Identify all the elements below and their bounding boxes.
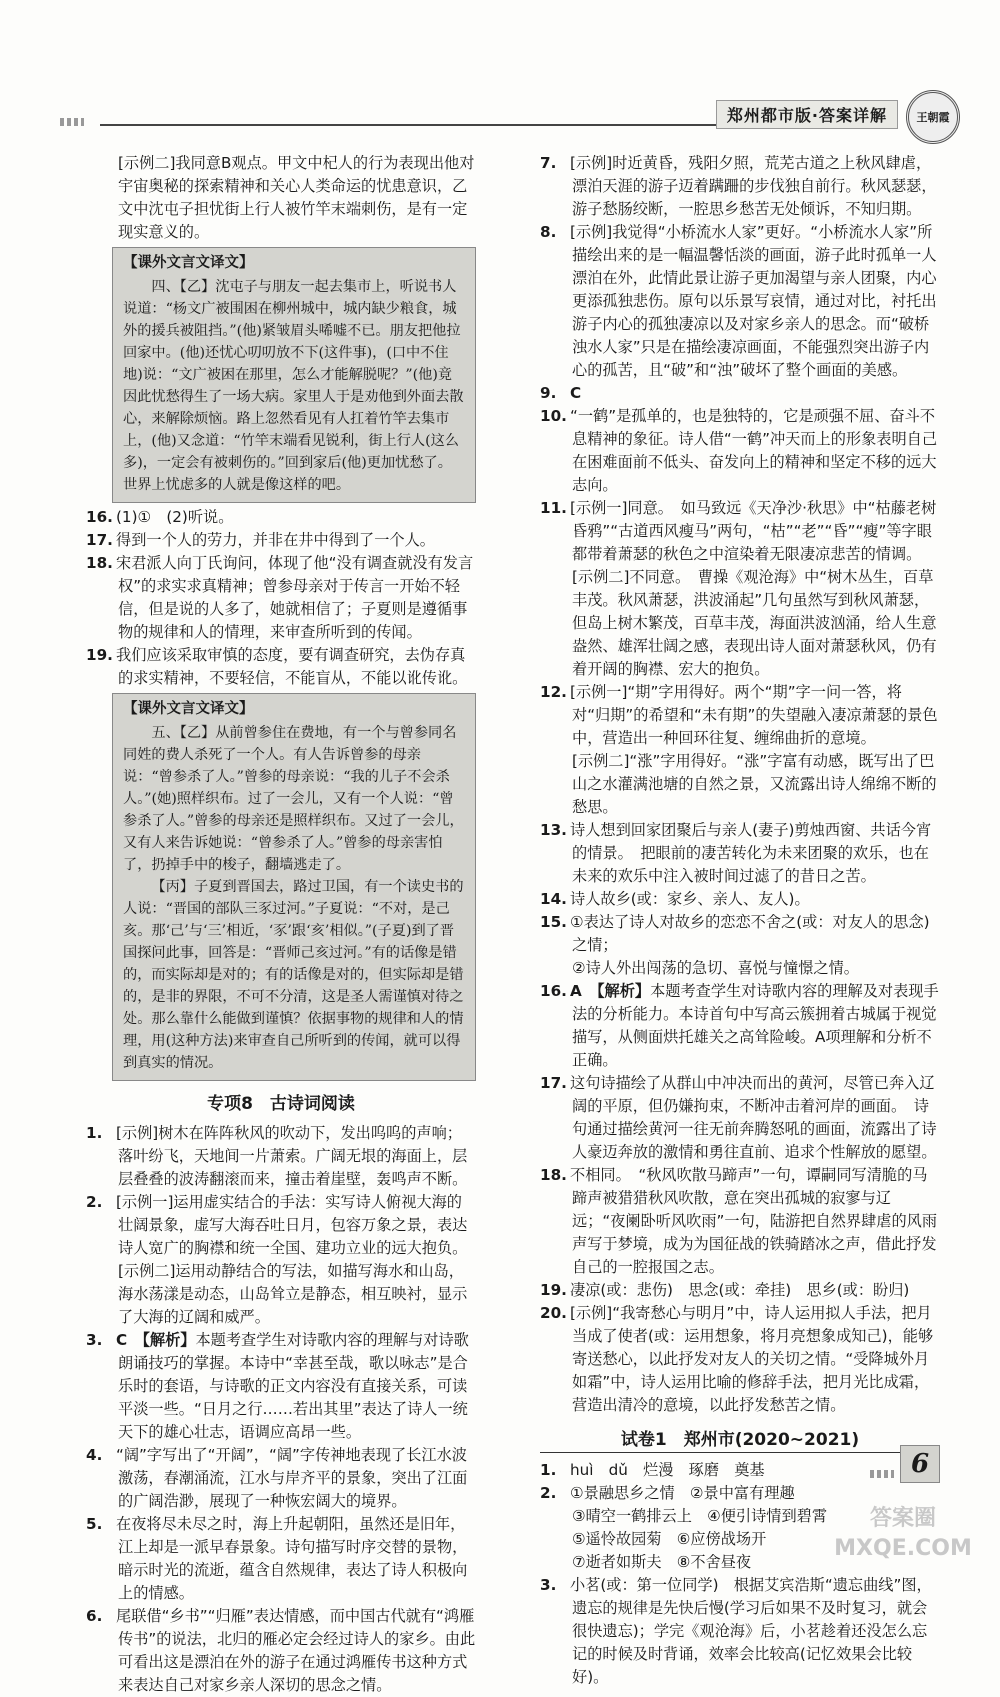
answer-number: 12. [540,683,567,701]
watermark-line-1: 答案圈 [869,1506,936,1531]
poetry-answer-2 [86,1191,476,1260]
answer-number: 3. [86,1331,103,1349]
exam-title: 试卷1 郑州市(2020~2021) [540,1429,940,1453]
exam-answer-2 [540,1482,940,1505]
watermark-line-2: MXQE.COM [834,1536,972,1561]
answer-18 [86,552,476,644]
exam-answer-2-line-4: ⑦逝者如斯夫 ⑧不舍昼夜 [572,1553,752,1571]
answer-number: 16. [540,982,567,1000]
answer-number: 1. [86,1124,103,1142]
translation-box-2 [112,693,476,1081]
poetry-answer-5 [86,1513,476,1605]
answer-text: 这句诗描绘了从群山中冲决而出的黄河，尽管已奔入辽阔的平原，但仍嫌拘束，不断冲击着河岸的画面。 诗句通过描绘黄河一往无前奔腾怒吼的画面，流露出了诗人豪迈奔放的激情和勇往直前、追求个性解放的愿望。 [570,1074,937,1161]
answer-text: 本题考查学生对诗歌内容的理解与对诗歌朗诵技巧的掌握。本诗中“幸甚至哉，歌以咏志”是合乐时的套语，与诗歌的正文内容没有直接关系，可读平淡一些。“日月之行……若出其里”表达了诗人一统天下的雄心壮志，语调应高昂一些。 [118,1331,469,1441]
poetry-answer-12-example-2: [示例二]“涨”字用得好。“涨”字富有动感，既写出了巴山之水灌满池塘的自然之景，又流露出诗人绵绵不断的愁思。 [572,752,937,816]
poetry-answer-8 [540,221,940,382]
answer-text: 小茗(或：第一位同学) 根据艾宾浩斯“遗忘曲线”图，遗忘的规律是先快后慢(学习后如果不及时复习，就会很快遗忘)；学完《观沧海》后，小茗趁着还没怎么忘记的时候及时背诵，效率会比较高(记忆效果会比较好)。 [570,1576,932,1686]
translation-box-title: 【课外文言文译文】 [123,701,254,717]
answer-number: 17. [86,531,113,549]
answer-text: ①景融思乡之情 ②景中富有理趣 [570,1484,795,1502]
answer-text: 尾联借“乡书”“归雁”表达情感，而中国古代就有“鸿雁传书”的说法，北归的雁必定会经过诗人的家乡。由此可看出这是漂泊在外的游子在通过鸿雁传书这种方式来表达自己对家乡亲人深切的思念之情。 [116,1607,476,1694]
answer-number: 17. [540,1074,567,1092]
header-title: 郑州都市版·答案详解 [716,100,898,129]
answer-text: [示例一]运用虚实结合的手法：实写诗人俯视大海的壮阔景象，虚写大海吞吐日月，包容万象之景，表达诗人宽广的胸襟和统一全国、建功立业的远大抱负。 [116,1193,468,1257]
poetry-answer-3 [86,1329,476,1444]
publisher-logo [906,90,960,144]
answer-17 [86,529,476,552]
answer-number: 16. [86,508,113,526]
poetry-answer-7 [540,152,940,221]
answer-number: 13. [540,821,567,839]
poetry-answer-13 [540,819,940,888]
answer-number: 5. [86,1515,103,1533]
answer-number: 7. [540,154,557,172]
answer-text: 我们应该采取审慎的态度，要有调查研究，去伪存真的求实精神，不要轻信，不能盲从，不能以讹传讹。 [116,646,468,687]
poetry-answer-16 [540,980,940,1072]
watermark [828,1504,978,1584]
answer-text: 得到一个人的劳力，并非在井中得到了一个人。 [116,531,435,549]
page-header [50,96,970,126]
answer-text: 诗人想到回家团聚后与亲人(妻子)剪烛西窗、共话今宵的情景。 把眼前的凄苦转化为未来团聚的欢乐，也在未来的欢乐中注入被时间过滤了的昔日之苦。 [570,821,932,885]
answer-number: 18. [540,1166,567,1184]
answer-label: C 【解析】 [116,1331,196,1349]
answer-text: [示例]时近黄昏，残阳夕照，荒芜古道之上秋风肆虐，漂泊天涯的游子迈着蹒跚的步伐独自前行。秋风瑟瑟，游子愁肠绞断，一腔思乡愁苦无处倾诉，不知归期。 [570,154,937,218]
translation-text: 五、【乙】从前曾参住在费地，有一个与曾参同名同姓的费人杀死了一个人。有人告诉曾参的母亲说：“曾参杀了人。”曾参的母亲说：“我的儿子不会杀人。”(她)照样织布。过了一会儿，又有一个人说：“曾参杀了人。”曾参的母亲还是照样织布。又过了一会儿，又有人来告诉她说：“曾参杀了人。”曾参的母亲害怕了，扔掉手中的梭子，翻墙逃走了。 [123,725,464,873]
answer-text: ①表达了诗人对故乡的恋恋不舍之(或：对友人的思念)之情； [570,913,930,954]
poetry-answer-14 [540,888,940,911]
answer-text: [示例]我觉得“小桥流水人家”更好。“小桥流水人家”所描绘出来的是一幅温馨恬淡的画面，游子此时孤单一人漂泊在外，此情此景让游子更加渴望与亲人团聚，内心更添孤独悲伤。原句以乐景写哀情，通过对比，衬托出游子内心的孤独凄凉以及对家乡亲人的思念。而“破桥浊水人家”只是在描绘凄凉画面，不能强烈突出游子内心的孤苦，且“破”和“浊”破坏了整个画面的美感。 [570,223,937,379]
poetry-answer-15 [540,911,940,957]
exam-answer-2-line-3: ⑤遥怜故园菊 ⑥应傍战场开 [572,1530,767,1548]
answer-text: 诗人故乡(或：家乡、亲人、友人)。 [570,890,810,908]
exam-answer-2-line-2: ③晴空一鹤排云上 ④便引诗情到碧霄 [572,1507,828,1525]
answer-number: 1. [540,1461,557,1479]
translation-text: 四、【乙】沈屯子与朋友一起去集市上，听说书人说道：“杨文广被围困在柳州城中，城内缺少粮食，城外的援兵被阻挡。”(他)紧皱眉头唏嘘不已。朋友把他拉回家中。(他)还忧心叨叨放不下(这件事)，(口中不住地)说：“文广被困在那里，怎么才能解脱呢？”(他)竟因此忧愁得生了一场大病。家里人于是劝他到外面去散心，来解除烦恼。路上忽然看见有人扛着竹竿去集市上，(他)又念道：“竹竿末端看见锐利，街上行人(这么多)，一定会有被刺伤的。”回到家后(他)更加忧愁了。世界上忧虑多的人就是像这样的吧。 [123,279,464,493]
answer-number: 2. [540,1484,557,1502]
answer-19 [86,644,476,690]
poetry-answer-10 [540,405,940,497]
answer-number: 9. [540,384,557,402]
answer-number: 8. [540,223,557,241]
answer-number: 6. [86,1607,103,1625]
answer-text: 凄凉(或：悲伤) 思念(或：牵挂) 思乡(或：盼归) [570,1281,910,1299]
answer-number: 2. [86,1193,103,1211]
exam-answer-3 [540,1574,940,1689]
poetry-answer-11 [540,497,940,566]
poetry-answer-4 [86,1444,476,1513]
answer-number: 19. [540,1281,567,1299]
section-title: 专项8 古诗词阅读 [207,1094,355,1114]
answer-example-2: [示例二]我同意B观点。甲文中杞人的行为表现出他对宇宙奥秘的探索精神和关心人类命运的忧患意识，乙文中沈屯子担忧街上行人被竹竿末端刺伤，是有一定现实意义的。 [118,154,475,241]
answer-text: [示例一]同意。 如马致远《天净沙·秋思》中“枯藤老树昏鸦”“古道西风瘦马”两句，“枯”“老”“昏”“瘦”等字眼都带着萧瑟的秋色之中渲染着无限凄凉悲苦的情调。 [570,499,937,563]
answer-text: 在夜将尽未尽之时，海上升起朝阳，虽然还是旧年，江上却是一派早春景象。诗句描写时序交替的景物，暗示时光的流逝，蕴含自然规律，表达了诗人积极向上的情感。 [116,1515,468,1602]
poetry-answer-1 [86,1122,476,1191]
poetry-answer-12 [540,681,940,750]
poetry-answer-2-example-2: [示例二]运用动静结合的写法，如描写海水和山岛，海水荡漾是动态，山岛耸立是静态，相互映衬，显示了大海的辽阔和威严。 [118,1262,468,1326]
answer-text: 本题考查学生对诗歌内容的理解及对表现手法的分析能力。本诗首句中写高云簇拥着古城属于视觉描写，从侧面烘托雄关之高耸险峻。A项理解和分析不正确。 [572,982,939,1069]
translation-box-title: 【课外文言文译文】 [123,255,254,271]
answer-number: 20. [540,1304,567,1322]
answer-text: [示例一]“期”字用得好。两个“期”字一问一答，将对“归期”的希望和“未有期”的失望融入凄凉萧瑟的景色中，营造出一种回环往复、缠绵曲折的意境。 [570,683,938,747]
poetry-answer-17 [540,1072,940,1164]
poetry-answer-19 [540,1279,940,1302]
left-column [86,152,476,1697]
answer-text: [示例]“我寄愁心与明月”中，诗人运用拟人手法，把月当成了使者(或：运用想象，将月亮想象成知己)，能够寄送愁心，以此抒发对友人的关切之情。“受降城外月如霜”中，诗人运用比喻的修辞手法，把月光比成霜，营造出清冷的意境，以此抒发愁苦之情。 [570,1304,934,1414]
poetry-answer-9 [540,382,940,405]
poetry-answer-20 [540,1302,940,1417]
poetry-answer-11-example-2: [示例二]不同意。 曹操《观沧海》中“树木丛生，百草丰茂。秋风萧瑟，洪波涌起”几句虽然写到秋风萧瑟，但岛上树木繁茂，百草丰茂，海面洪波汹涌，给人生意盎然、雄浑壮阔之感，表现出诗人面对萧瑟秋风，仍有着开阔的胸襟、宏大的抱负。 [572,568,937,678]
answer-number: 10. [540,407,567,425]
footer-dots [870,1470,894,1478]
header-dots [60,118,84,126]
poetry-answer-15-part-2: ②诗人外出闯荡的急切、喜悦与憧憬之情。 [572,959,859,977]
answer-number: 11. [540,499,567,517]
answer-number: 19. [86,646,113,664]
right-column [540,152,940,1689]
answer-label: A 【解析】 [570,982,651,1000]
answer-number: 3. [540,1576,557,1594]
poetry-answer-6 [86,1605,476,1697]
answer-number: 15. [540,913,567,931]
answer-text: [示例]树木在阵阵秋风的吹动下，发出呜呜的声响；落叶纷飞，天地间一片萧索。广阔无垠的海面上，层层叠叠的波涛翻滚而来，撞击着崖壁，轰鸣声不断。 [116,1124,468,1188]
poetry-answer-18 [540,1164,940,1279]
logo-text: 王朝霞 [916,111,950,124]
translation-box-1 [112,247,476,503]
answer-text: (1)① (2)听说。 [116,508,234,526]
translation-text: 【丙】子夏到晋国去，路过卫国，有一个读史书的人说：“晋国的部队三豕过河。”子夏说：“不对，是己亥。那‘己’与‘三’相近，‘豕’跟‘亥’相似。”(子夏)到了晋国探问此事，回答是：“晋师己亥过河。”有的话像是错的，而实际却是对的；有的话像是对的，但实际却是错的，是非的界限，不可不分清，这是圣人需谨慎对待之处。那么靠什么能做到谨慎？依据事物的规律和人的情理，用(这种方法)来审查自己所听到的传闻，就可以得到真实的情况。 [123,879,464,1071]
answer-text: “一鹤”是孤单的，也是独特的，它是顽强不屈、奋斗不息精神的象征。诗人借“一鹤”冲天而上的形象表明自己在困难面前不低头、奋发向上的精神和坚定不移的远大志向。 [570,407,938,494]
answer-number: 18. [86,554,113,572]
answer-text: 宋君派人向丁氏询问，体现了他“没有调查就没有发言权”的求实求真精神；曾参母亲对于传言一开始不轻信，但是说的人多了，她就相信了；子夏则是遵循事物的规律和人的情理，来审查所听到的传闻。 [116,554,474,641]
answer-text: 不相同。 “秋风吹散马蹄声”一句，谭嗣同写清脆的马蹄声被猎猎秋风吹散，意在突出孤城的寂寥与辽远；“夜阑卧听风吹雨”一句，陆游把自然界肆虐的风雨声写于梦境，成为为国征战的铁骑踏冰之声，借此抒发自己的一腔报国之志。 [570,1166,938,1276]
answer-text: C [570,384,582,402]
answer-16 [86,506,476,529]
answer-number: 14. [540,890,567,908]
answer-text: huì dǔ 烂漫 琢磨 奠基 [570,1461,765,1479]
answer-text: “阔”字写出了“开阔”，“阔”字传神地表现了长江水波激荡，春潮涌流，江水与岸齐平的景象，突出了江面的广阔浩渺，展现了一种恢宏阔大的境界。 [116,1446,468,1510]
page-number: 6 [900,1445,940,1483]
answer-number: 4. [86,1446,103,1464]
